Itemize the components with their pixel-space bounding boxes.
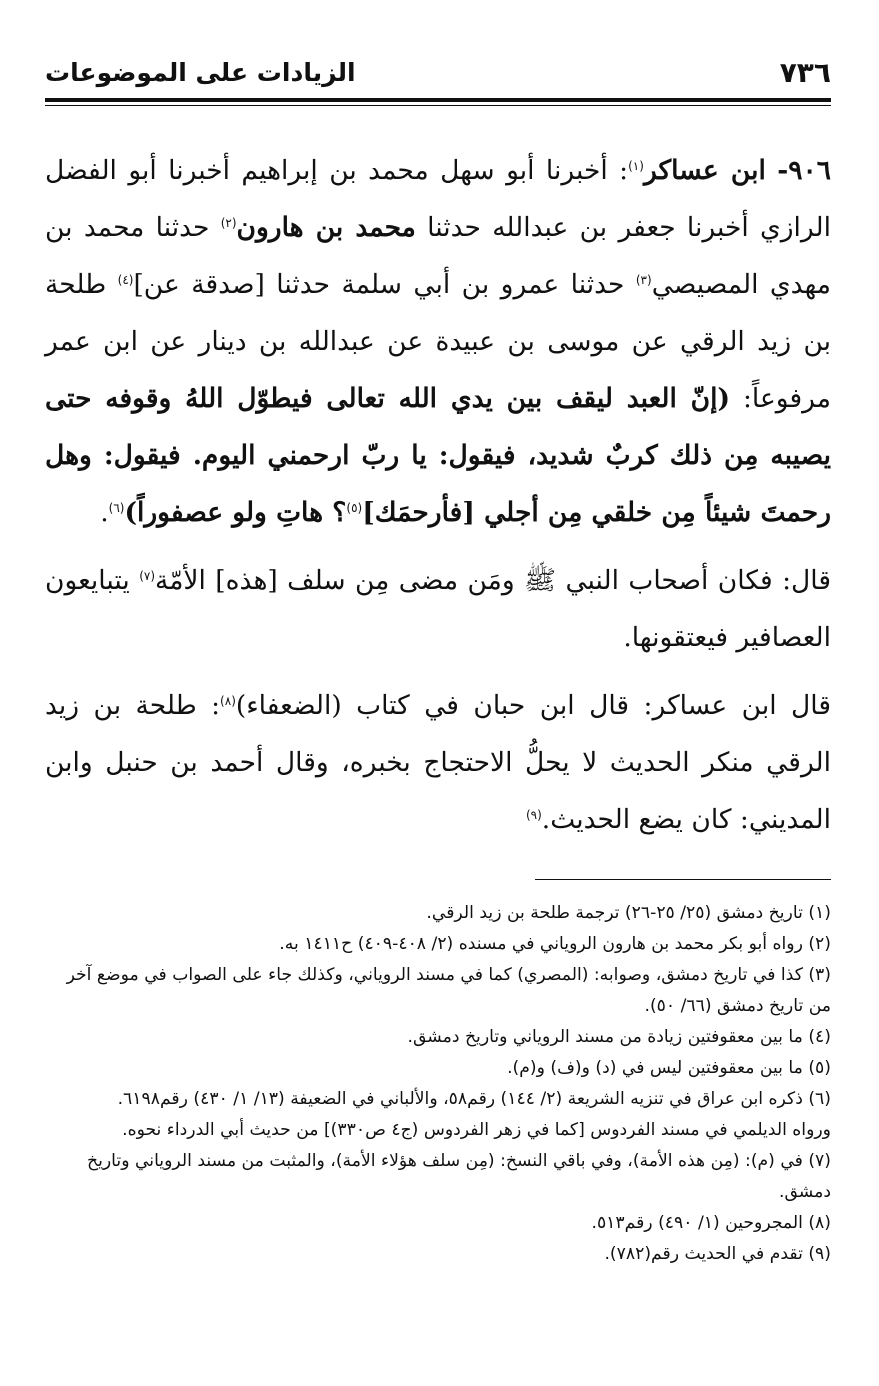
footnote: (٣) كذا في تاريخ دمشق، وصوابه: (المصري) كما في مسند الروياني، وكذلك جاء على الصواب في موضع آخر من تاريخ دمشق (٦٦/ ٥٠). (66, 965, 831, 1016)
page-header (45, 48, 831, 98)
commentary-text: يتبايعون العصافير فيعتقونها. (45, 565, 831, 653)
footnote: (١) تاريخ دمشق (٢٥/ ٢٥-٢٦) ترجمة طلحة بن زيد الرقي. (426, 903, 831, 923)
footnote-ref: (٨) (220, 694, 236, 708)
narrator-name: محمد بن هارون (236, 212, 416, 243)
footnote: (٩) تقدم في الحديث رقم(٧٨٢). (604, 1244, 831, 1264)
hadith-paragraph (45, 142, 831, 541)
footnote-ref: (٩) (525, 808, 542, 822)
footnote-ref: (٦) (108, 501, 125, 515)
header-rule-thick (45, 98, 831, 102)
header-rule-thin (45, 105, 831, 106)
footnote-ref: (٢) (220, 216, 237, 230)
footnote: (٦) ذكره ابن عراق في تنزيه الشريعة (٢/ ١٤٤) رقم٥٨، والألباني في الضعيفة (١٣/ ١/ ٤٣٠) رقم٦١٩٨. (117, 1089, 831, 1109)
main-text (45, 142, 831, 848)
page-number: ٧٣٦ (779, 56, 831, 89)
footnote: (٨) المجروحين (١/ ٤٩٠) رقم٥١٣. (591, 1213, 831, 1233)
footnote-ref: (٧) (139, 569, 156, 583)
commentary-text: قال: فكان أصحاب النبي ﷺ ومَن مضى مِن سلف [هذه] الأمّة (155, 565, 831, 596)
footnote: (٤) ما بين معقوفتين زيادة من مسند الروياني وتاريخ دمشق. (407, 1027, 831, 1047)
hadith-matn-end: ؟ هاتِ ولو عصفوراً) (124, 497, 347, 528)
footnote: (٥) ما بين معقوفتين ليس في (د) و(ف) و(م). (507, 1058, 831, 1078)
commentary-text: : طلحة بن زيد الرقي منكر الحديث لا يحلُّ الاحتجاج بخبره، وقال أحمد بن حنبل وابن المديني: كان يضع الحديث. (45, 690, 831, 835)
isnad-text: طلحة بن زيد الرقي عن موسى بن عبيدة عن عبدالله بن دينار عن ابن عمر مرفوعاً: (45, 269, 831, 414)
footnote: (٧) في (م): (مِن هذه الأمة)، وفي باقي النسخ: (مِن سلف هؤلاء الأمة)، والمثبت من مسند الروياني وتاريخ دمشق. (87, 1151, 831, 1202)
footnote-ref: (٥) (346, 501, 363, 515)
footnote-separator (535, 879, 831, 880)
period: . (100, 497, 109, 528)
commentary-text: قال ابن عساكر: قال ابن حبان في كتاب (الضعفاء) (235, 690, 831, 721)
footnotes (45, 898, 831, 1270)
isnad-text: : أخبرنا أبو سهل محمد بن إبراهيم أخبرنا أبو الفضل الرازي أخبرنا جعفر بن عبدالله حدثنا (45, 155, 831, 243)
footnote-ref: (٣) (635, 273, 652, 287)
footnote-ref: (٤) (117, 273, 134, 287)
footnote-ref: (١) (628, 159, 644, 173)
isnad-text: حدثنا محمد بن مهدي المصيصي (45, 212, 831, 300)
isnad-text: حدثنا عمرو بن أبي سلمة حدثنا [صدقة عن] (133, 269, 625, 300)
footnote: (٢) رواه أبو بكر محمد بن هارون الروياني في مسنده (٢/ ٤٠٨-٤٠٩) ح١٤١١ به. (279, 934, 831, 954)
commentary-paragraph (45, 677, 831, 848)
footnote: ورواه الديلمي في مسند الفردوس [كما في زهر الفردوس (ج٤ ص٣٣٠)] من حديث أبي الدرداء نحوه. (122, 1120, 831, 1140)
hadith-number: ٩٠٦- (777, 155, 831, 186)
source-name: ابن عساكر (643, 155, 766, 186)
hadith-matn: (إنّ العبد ليقف بين يدي الله تعالى فيطوّل اللهُ وقوفه حتى يصيبه مِن ذلك كربٌ شديد، فيقول: يا ربّ ارحمني اليوم. فيقول: وهل رحمتَ شيئاً مِن خلقي مِن أجلي [فأرحمَك] (45, 383, 831, 528)
running-title: الزيادات على الموضوعات (45, 58, 356, 87)
commentary-paragraph (45, 552, 831, 666)
